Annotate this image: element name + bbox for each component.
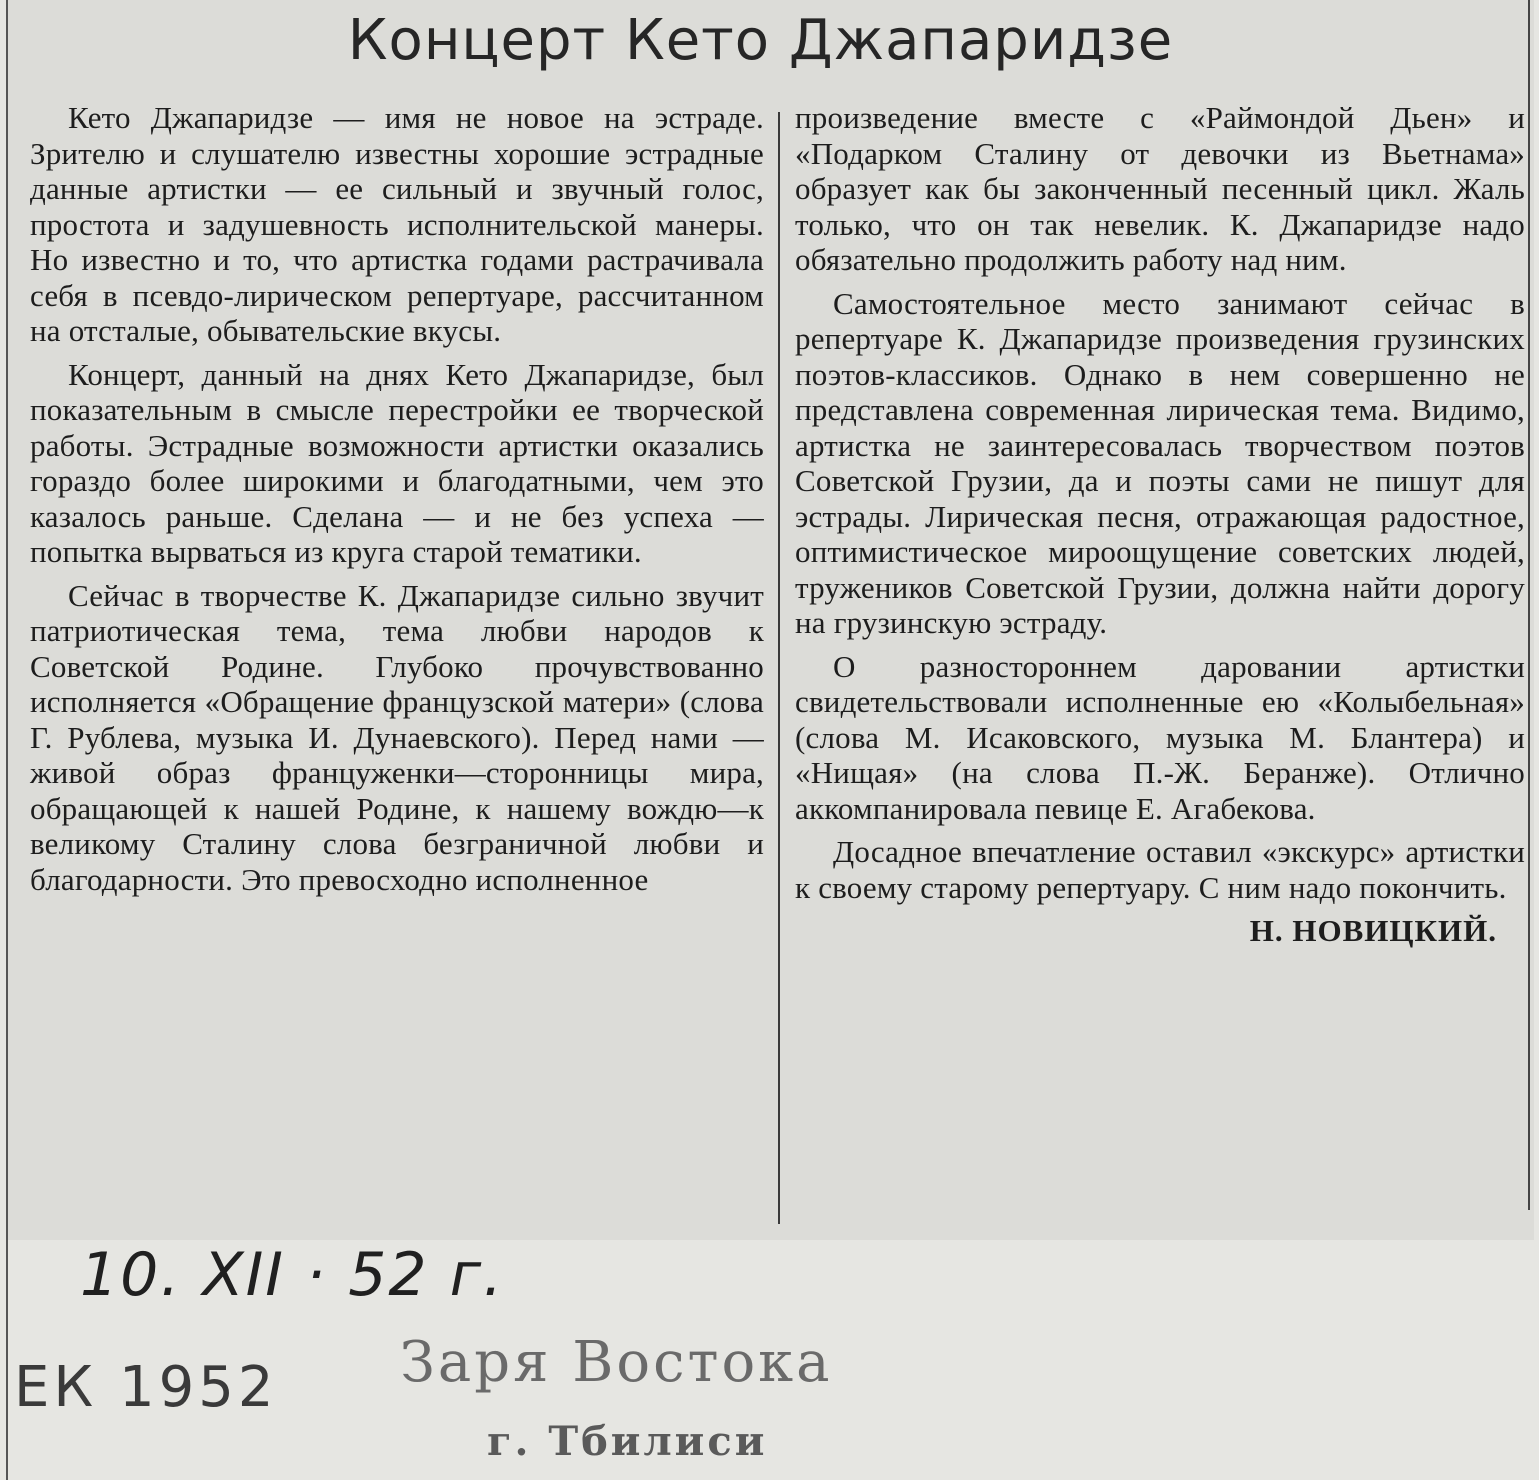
paragraph: Сейчас в творчестве К. Джапаридзе сильно звучит патриотическая тема, тема любви народов к Советской Родине. Глубоко прочувствованно исполняется «Обращение французской матери» (слова Г. Рублева, музыка И. Дунаевского). Перед нами — живой образ француженки—сторонницы мира, обращающей к нашей Родине, к нашему вождю—к великому Сталину слова безграничной любви и благодарности. Это превосходно исполненное <box>30 577 764 897</box>
article-left-column <box>30 100 764 905</box>
paragraph: Самостоятельное место занимают сейчас в репертуаре К. Джапаридзе произведения грузинских поэтов-классиков. Однако в нем совершенно не представлена современная лирическая тема. Видимо, артистка не заинтересовалась творчеством поэтов Советской Грузии, да и поэты сами не пишут для эстрады. Лирическая песня, отражающая радостное, оптимистическое мироощущение советских людей, тружеников Советской Грузии, должна найти дорогу на грузинскую эстраду. <box>795 285 1525 640</box>
paragraph: Досадное впечатление оставил «экскурс» артистки к своему старому репертуару. С ним надо покончить. <box>795 834 1525 905</box>
paragraph: Кето Джапаридзе — имя не новое на эстраде. Зрителю и слушателю известны хорошие эстрадные данные артистки — ее сильный и звучный голос, простота и задушевность исполнительской манеры. Но известно и то, что артистка годами растрачивала себя в псевдо-лирическом репертуаре, рассчитанном на отсталые, обывательские вкусы. <box>30 100 764 348</box>
clipping-right-edge <box>1528 0 1530 1210</box>
newspaper-name-stamp: Заря Востока <box>400 1330 833 1395</box>
newspaper-clipping <box>8 0 1534 1240</box>
city-stamp: г. Тбилиси <box>487 1418 768 1465</box>
archive-date-stamp: ЕК 1952 <box>14 1355 278 1420</box>
article-title: Концерт Кето Джапаридзе <box>347 8 1174 73</box>
paragraph-continuation: произведение вместе с «Раймондой Дьен» и «Подарком Сталину от девочки из Вьетнама» образует как бы законченный песенный цикл. Жаль только, что он так невелик. К. Джапаридзе надо обязательно продолжить работу над ним. <box>795 100 1525 277</box>
handwritten-date: 10. XII · 52 г. <box>80 1240 505 1310</box>
column-divider <box>778 112 780 1224</box>
paragraph: Концерт, данный на днях Кето Джапаридзе, был показательным в смысле перестройки ее творческой работы. Эстрадные возможности артистки оказались гораздо более широкими и благодатными, чем это казалось раньше. Сделана — и не без успеха — попытка вырваться из круга старой тематики. <box>30 356 764 569</box>
paragraph: О разностороннем даровании артистки свидетельствовали исполненные ею «Колыбельная» (слова М. Исаковского, музыка М. Блантера) и «Нищая» (на слова П.-Ж. Беранже). Отлично аккомпанировала певице Е. Агабекова. <box>795 648 1525 826</box>
article-right-column <box>795 100 1525 949</box>
author-signature: Н. НОВИЦКИЙ. <box>1249 913 1497 948</box>
